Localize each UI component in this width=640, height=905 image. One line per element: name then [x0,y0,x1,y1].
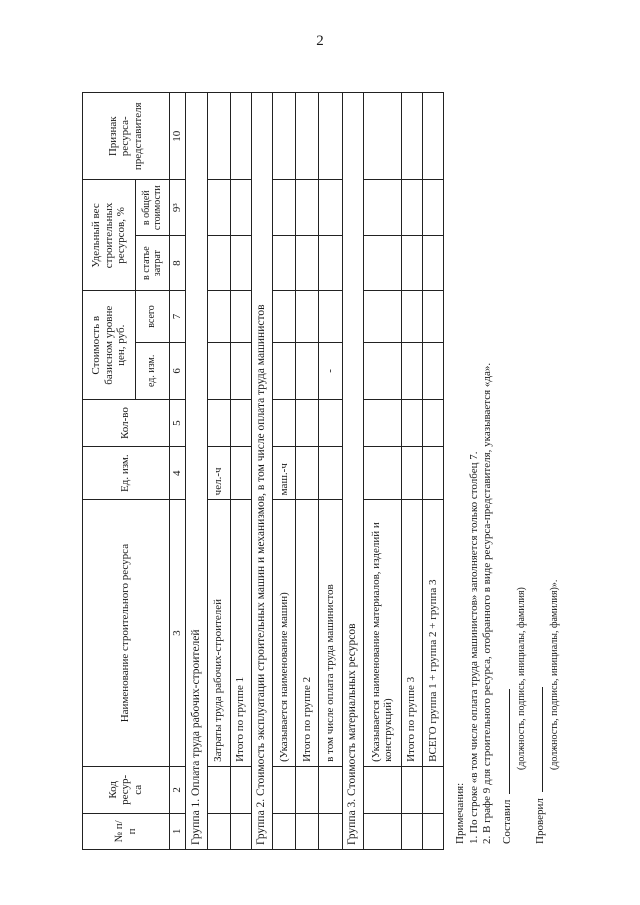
checked-hint: (должность, подпись, инициалы, фамилия)». [549,579,560,770]
note-item: 1. По строке «в том числе оплата труда машинистов» заполняется только столбец 7. [467,451,480,844]
signature-composed [499,689,513,844]
table-row [230,93,251,850]
checked-label: Проверил [534,798,546,844]
resource-table [82,92,444,850]
header-qty: Кол-во [83,400,170,447]
group1-title: Группа 1. Оплата труда рабочих-строителей [186,93,207,850]
group2-row1-unit: маш.-ч [272,447,295,500]
header-code: Код ресур-са [83,766,170,813]
group2-title: Группа 2. Стоимость эксплуатации строительных машин и механизмов, в том числе оплата труда машинистов [251,93,272,850]
composed-hint: (должность, подпись, инициалы, фамилия) [516,587,527,770]
header-feature: Признак ресурса-представителя [83,93,170,180]
group3-row1-name: (Указывается наименование материалов, изделий и конструкций) [363,500,401,767]
signature-line [499,689,510,794]
table-row [207,93,230,850]
notes-title: Примечания: [454,782,466,844]
group3-title: Группа 3. Стоимость материальных ресурсов [342,93,363,850]
table-row [363,93,401,850]
group2-incl-mark: - [319,342,342,400]
group3-total: Итого по группе 3 [401,500,422,767]
group2-row1-name: (Указывается наименование машин) [272,500,295,767]
notes [454,74,495,844]
composed-label: Составил [501,799,513,844]
col-number: 9³ [169,180,186,235]
header-weight-article: в статье затрат [135,235,169,290]
signature-composed-hint [515,587,527,780]
header-weight-group: Удельный вес строительных ресурсов, % [83,180,136,291]
group1-row1-unit: чел.-ч [207,447,230,500]
rotated-page-content [82,70,560,850]
col-number: 10 [169,93,186,180]
col-number: 6 [169,342,186,400]
table-row [401,93,422,850]
note-item: 2. В графе 9 для строительного ресурса, отобранного в виде ресурса-представителя, указывается «да». [481,362,493,844]
group1-row1-name: Затраты труда рабочих-строителей [207,500,230,767]
col-number: 4 [169,447,186,500]
col-number: 8 [169,235,186,290]
header-cost-total: всего [135,291,169,342]
table-row [296,93,319,850]
signature-line [532,687,543,792]
header-cost-unit: ед. изм. [135,342,169,400]
table-row [422,93,443,850]
table-row [319,93,342,850]
group1-total: Итого по группе 1 [230,500,251,767]
col-number: 3 [169,500,186,767]
group2-incl: в том числе оплата труда машинистов [319,500,342,767]
col-number: 7 [169,291,186,342]
header-name: Наименование строительного ресурса [83,500,170,767]
col-number: 1 [169,813,186,849]
group2-total: Итого по группе 2 [296,500,319,767]
column-number-row [169,93,186,850]
signature-checked [532,687,546,844]
table-row [272,93,295,850]
col-number: 2 [169,766,186,813]
header-weight-total: в общей стоимости [135,180,169,235]
col-number: 5 [169,400,186,447]
page-number: 2 [316,33,324,49]
signature-checked-hint [548,580,560,780]
header-unit: Ед. изм. [83,447,170,500]
header-cost-group: Стоимость в базисном уровне цен, руб. [83,291,136,400]
grand-total: ВСЕГО группа 1 + группа 2 + группа 3 [422,500,443,767]
header-num: № п/п [83,813,170,849]
